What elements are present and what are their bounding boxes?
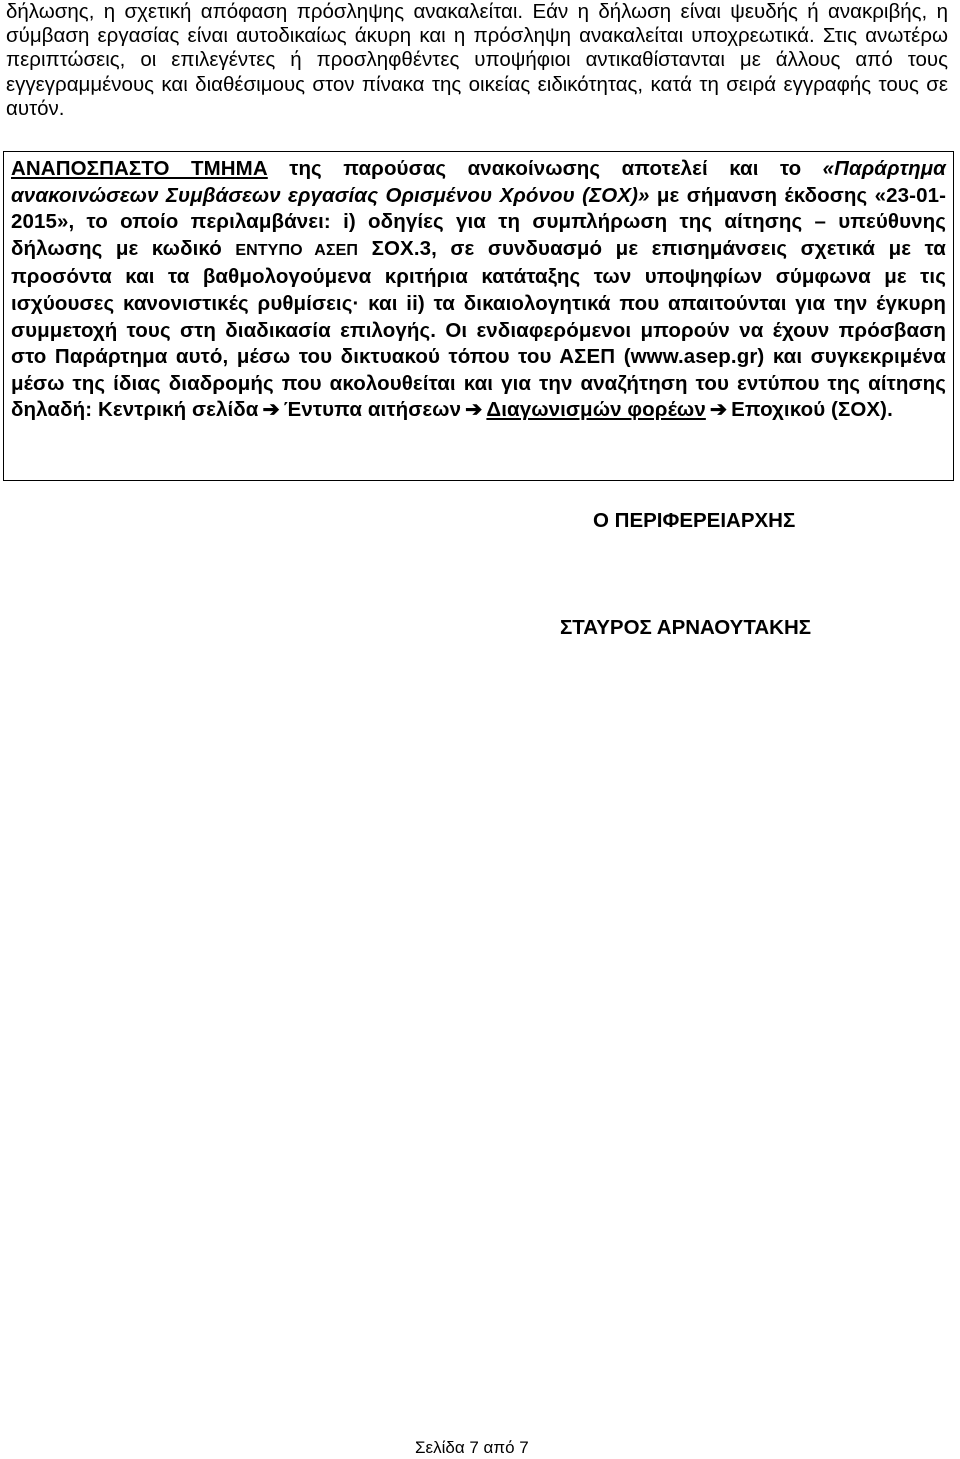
signatory-title: Ο ΠΕΡΙΦΕΡΕΙΑΡΧΗΣ — [593, 509, 796, 532]
arrow-right-icon: ➔ — [709, 398, 728, 422]
notice-text-part-3: ΣΟΧ.3, σε συνδυασμό με επισημάνσεις σχετικά με τα προσόντα και τα βαθμολογούμενα κριτήρια κατάταξης των υποψηφίων σύμφωνα με τις ισχύουσες κανονιστικές ρυθμίσεις· και ii) τα δικαιολογητικά που απαιτούνται για την έγκυρη συμμετοχή τους στη διαδικασία επιλογής. Οι ενδιαφερόμενοι μπορούν να έχουν πρόσβαση στο Παράρτημα αυτό, μέσω του δικτυακού τόπου του ΑΣΕΠ (www.asep.gr) και συγκεκριμένα μέσω της ίδιας διαδρομής που ακολουθείται και για την αναζήτηση του εντύπου της αίτησης δηλαδή: — [11, 236, 946, 422]
notice-text-part-1: της παρούσας ανακοίνωσης αποτελεί και το — [267, 157, 823, 180]
detachable-section-heading: ΑΝΑΠΟΣΠΑΣΤΟ ΤΜΗΜΑ — [11, 157, 268, 180]
arrow-right-icon: ➔ — [262, 398, 280, 422]
path-step-1: Κεντρική σελίδα — [97, 398, 259, 422]
page-number: Σελίδα 7 από 7 — [415, 1438, 529, 1457]
arrow-right-icon: ➔ — [465, 398, 483, 422]
form-code-label: ΕΝΤΥΠΟ ΑΣΕΠ — [235, 241, 359, 259]
path-step-3: Διαγωνισμών φορέων — [486, 398, 706, 422]
path-step-2: Έντυπα αιτήσεων — [283, 398, 462, 422]
detachable-section-box — [3, 151, 954, 481]
notice-text-part-2: με σήμανση έκδοσης «23-01-2015», το οποίο περιλαμβάνει: i) οδηγίες για τη συμπλήρωση της αίτησης – υπεύθυνης δήλωσης με κωδικό — [11, 183, 946, 260]
continuation-paragraph: δήλωσης, η σχετική απόφαση πρόσληψης ανακαλείται. Εάν η δήλωση είναι ψευδής ή ανακριβής, η σύμβαση εργασίας είναι αυτοδικαίως άκυρη και η πρόσληψη ανακαλείται υποχρεωτικά. Στις ανωτέρω περιπτώσεις, οι επιλεγέντες ή προσληφθέντες υποψήφιοι αντικαθίστανται με άλλους από τους εγγεγραμμένους και διαθέσιμους στον πίνακα της οικείας ειδικότητας, κατά τη σειρά εγγραφής τους σε αυτόν. — [6, 0, 948, 120]
detachable-section-text — [11, 156, 946, 424]
signatory-name: ΣΤΑΥΡΟΣ ΑΡΝΑΟΥΤΑΚΗΣ — [560, 616, 812, 639]
path-step-4: Εποχικού (ΣΟΧ). — [731, 398, 893, 422]
annex-title: «Παράρτημα ανακοινώσεων Συμβάσεων εργασίας Ορισμένου Χρόνου (ΣΟΧ)» — [11, 157, 946, 207]
